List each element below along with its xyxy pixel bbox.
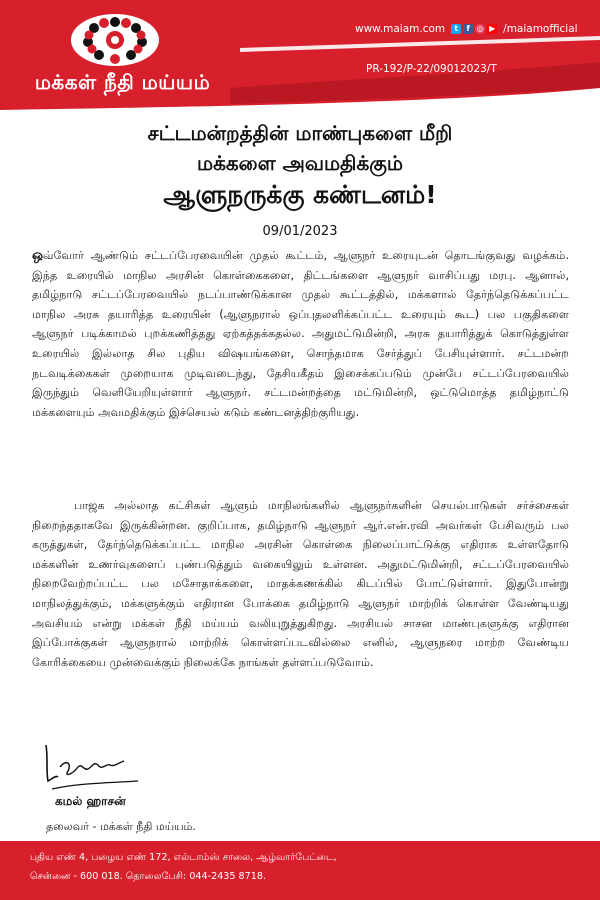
body-paragraph-1	[32, 246, 569, 422]
signatory-title: தலைவர் - மக்கள் நீதி மய்யம்.	[46, 820, 196, 833]
contact-bar	[355, 23, 578, 35]
letterhead-header	[0, 0, 600, 110]
drop-cap: ஒ	[32, 248, 43, 263]
reference-number: PR-192/P-22/09012023/T	[366, 63, 497, 75]
party-name: மக்கள் நீதி மய்யம்	[34, 70, 211, 94]
headline-line-1: சட்டமன்றத்தின் மாண்புகளை மீறி	[147, 121, 453, 145]
headline-line-3: ஆளுநருக்கு கண்டனம்!	[163, 180, 437, 209]
youtube-icon[interactable]: ▶	[489, 24, 496, 33]
footer-address-line-2: சென்னை - 600 018. தொலைபேசி: 044-2435 8718.	[30, 871, 267, 882]
facebook-icon[interactable]: f	[463, 24, 473, 34]
instagram-icon[interactable]: ◎	[476, 24, 484, 33]
party-logo-icon	[60, 8, 170, 70]
party-logo	[60, 8, 170, 70]
handwritten-signature	[38, 737, 148, 795]
paragraph-1-text: வ்வோர் ஆண்டும் சட்டப்பேரவையின் முதல் கூட்டம், ஆளுநர் உரையுடன் தொடங்குவது வழக்கம். இந்த உரையில் மாநில அரசின் கொள்கைகளை, திட்டங்களை ஆளுநர் வாசிப்பது மரபு. ஆனால், தமிழ்நாடு சட்டப்பேரவையில் நடப்பாண்டுக்கான முதல் கூட்டத்தில், மக்களால் தேர்ந்தெடுக்கப்பட்ட மாநில அரசு தயாரித்த உரையின் (ஆளுநரால் ஒப்புதலளிக்கப்பட்ட உரையும் கூட) பல பகுதிகளை ஆளுநர் படிக்காமல் புறக்கணித்தது ஏற்கத்தக்கதல்ல. அதுமட்டுமின்றி, அரசு தயாரித்துக் கொடுத்துள்ள உரையில் இல்லாத சில புதிய விஷயங்களை, சொந்தமாக சேர்த்துப் பேசியுள்ளார். சட்டமன்ற நடவடிக்கைகள் முறையாக முடிவடைந்து, தேசியகீதம் இசைக்கப்படும் முன்பே சட்டப்பேரவையில் இருந்தும் வெளியேறியுள்ளார் ஆளுநர். சட்டமன்றத்தை மட்டுமின்றி, ஒட்டுமொத்த தமிழ்நாட்டு மக்களையும் அவமதிக்கும் இச்செயல் கடும் கண்டனத்திற்குரியது.	[32, 249, 569, 419]
social-handle[interactable]: /maiamofficial	[503, 23, 578, 35]
footer-address-line-1: புதிய எண் 4, பழைய எண் 172, எல்டாம்ஸ் சாலை, ஆழ்வார்பேட்டை,	[30, 852, 337, 863]
twitter-icon[interactable]: t	[451, 24, 461, 34]
social-icons	[451, 24, 497, 34]
headline-line-2: மக்களை அவமதிக்கும்	[196, 151, 403, 175]
body-paragraph-2: பாஜக அல்லாத கட்சிகள் ஆளும் மாநிலங்களில் ஆளுநர்களின் செயல்பாடுகள் சர்ச்சைகள் நிறைந்ததாகவே இருக்கின்றன. குறிப்பாக, தமிழ்நாடு ஆளுநர் ஆர்.என்.ரவி அவர்கள் பேசிவரும் பல கருத்துகள், தேர்ந்தெடுக்கப்பட்ட மாநில அரசின் கொள்கை நிலைப்பாட்டுக்கு எதிராக உள்ளதோடு மக்களின் உணர்வுகளைப் புண்படுத்தும் வகையிலும் உள்ளன. அதுமட்டுமின்றி, சட்டப்பேரவையில் நிறைவேற்றப்பட்ட பல மசோதாக்களை, மாதக்கணக்கில் கிடப்பில் போட்டுள்ளார். இதுபோன்று மாநிலத்துக்கும், மக்களுக்கும் எதிரான போக்கை தமிழ்நாடு ஆளுநர் மாற்றிக் கொள்ள வேண்டியது அவசியம் என்று மக்கள் நீதி மய்யம் வலியுறுத்துகிறது. அரசியல் சாசன மாண்புகளுக்கு எதிரான இப்போக்குகள் ஆளுநரால் மாற்றிக் கொள்ளப்படவில்லை எனில், ஆளுநரை மாற்ற வேண்டிய கோரிக்கையை முன்வைக்கும் நிலைக்கே நாங்கள் தள்ளப்படுவோம்.	[32, 499, 569, 669]
press-release-date: 09/01/2023	[262, 224, 338, 239]
website-link[interactable]: www.maiam.com	[355, 23, 446, 35]
signatory-name: கமல் ஹாசன்	[55, 794, 126, 808]
